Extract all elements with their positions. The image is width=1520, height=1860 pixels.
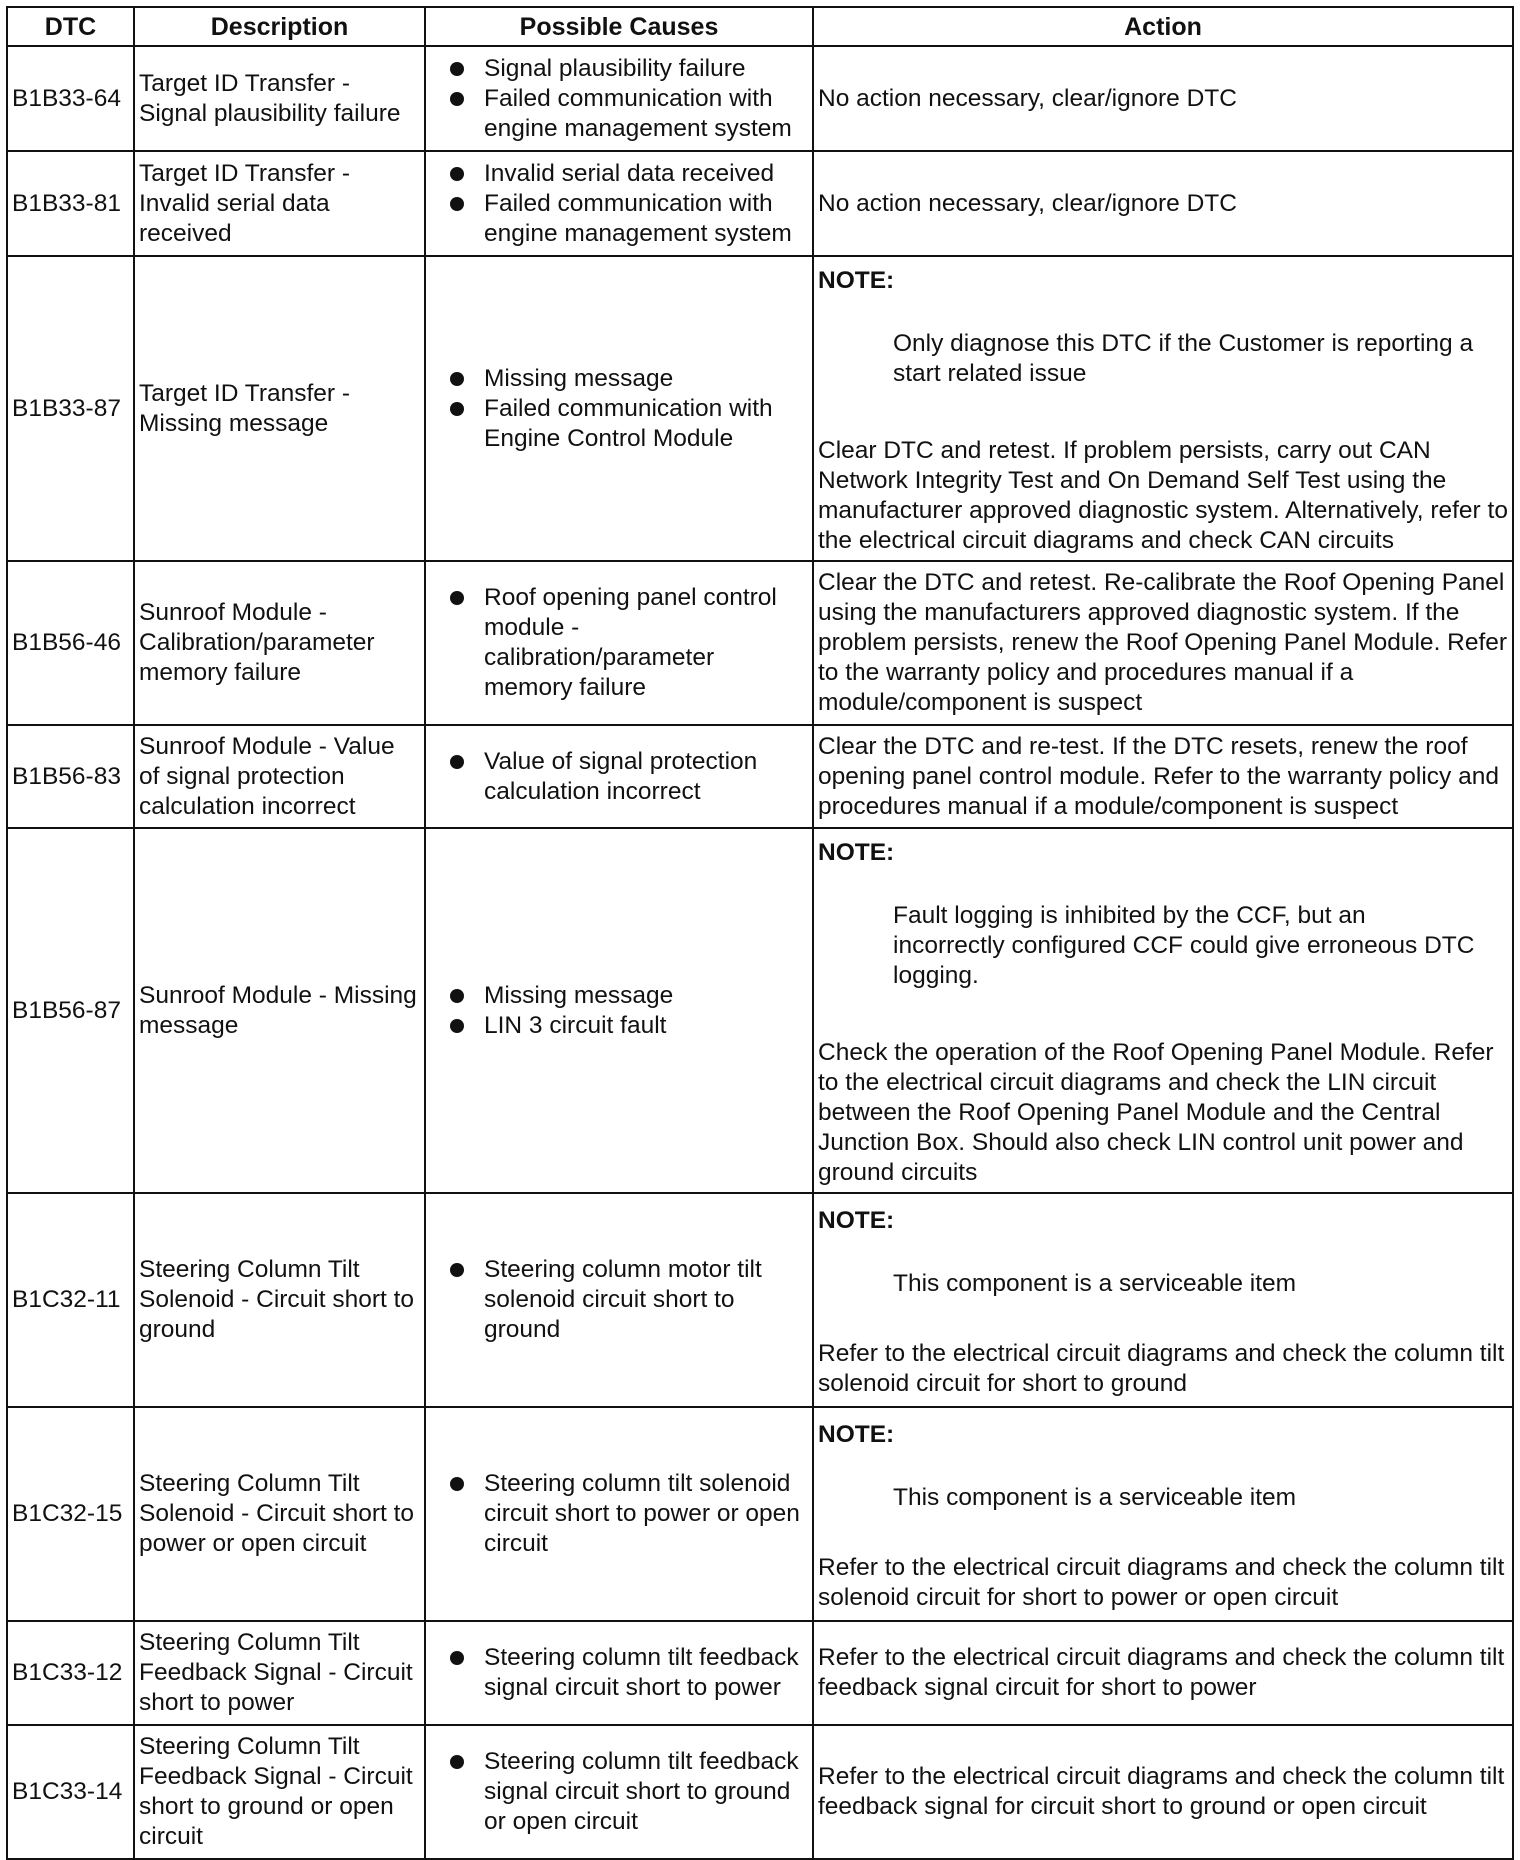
possible-causes bbox=[425, 1193, 813, 1407]
dtc-action: No action necessary, clear/ignore DTC bbox=[813, 46, 1513, 151]
dtc-description: Target ID Transfer - Invalid serial data received bbox=[134, 151, 425, 256]
dtc-action bbox=[813, 256, 1513, 561]
dtc-code: B1C33-14 bbox=[7, 1725, 134, 1859]
possible-causes bbox=[425, 1407, 813, 1621]
cause-item bbox=[450, 1469, 808, 1559]
table-row bbox=[7, 1621, 1513, 1725]
header-dtc: DTC bbox=[7, 7, 134, 46]
dtc-description: Sunroof Module - Value of signal protection calculation incorrect bbox=[134, 725, 425, 828]
possible-causes bbox=[425, 1621, 813, 1725]
table-row bbox=[7, 725, 1513, 828]
action-text: Clear DTC and retest. If problem persists, carry out CAN Network Integrity Test and On Demand Self Test using the manufacturer approved diagnostic system. Alternatively, refer to the electrical circuit diagrams and check CAN circuits bbox=[818, 436, 1508, 554]
cause-text: Missing message bbox=[484, 981, 674, 1009]
bullet-icon bbox=[450, 755, 464, 769]
bullet-icon bbox=[450, 1477, 464, 1491]
bullet-icon bbox=[450, 989, 464, 1003]
cause-text: Failed communication with engine management system bbox=[484, 189, 792, 247]
cause-text: Roof opening panel control module - calibration/parameter memory failure bbox=[484, 584, 777, 701]
dtc-description: Steering Column Tilt Solenoid - Circuit short to power or open circuit bbox=[134, 1407, 425, 1621]
dtc-action bbox=[813, 1193, 1513, 1407]
action-text: Refer to the electrical circuit diagrams and check the column tilt solenoid circuit for short to power or open circuit bbox=[818, 1553, 1505, 1611]
bullet-icon bbox=[450, 1651, 464, 1665]
bullet-icon bbox=[450, 1755, 464, 1769]
possible-causes bbox=[425, 561, 813, 725]
cause-text: Steering column tilt feedback signal circuit short to power bbox=[484, 1644, 799, 1701]
cause-item bbox=[450, 981, 808, 1011]
dtc-action bbox=[813, 1407, 1513, 1621]
possible-causes bbox=[425, 151, 813, 256]
cause-item bbox=[450, 364, 808, 394]
dtc-action: Clear the DTC and re-test. If the DTC resets, renew the roof opening panel control module. Refer to the warranty policy and procedures manual if a module/component is suspect bbox=[813, 725, 1513, 828]
note-label: NOTE: bbox=[818, 1206, 895, 1234]
dtc-code: B1B33-64 bbox=[7, 46, 134, 151]
action-text: Check the operation of the Roof Opening Panel Module. Refer to the electrical circuit diagrams and check the LIN circuit between the Roof Opening Panel Module and the Central Junction Box. Should also check LIN control unit power and ground circuits bbox=[818, 1038, 1494, 1186]
dtc-description: Sunroof Module - Missing message bbox=[134, 828, 425, 1193]
cause-text: Steering column tilt solenoid circuit short to power or open circuit bbox=[484, 1470, 800, 1557]
cause-text: Failed communication with Engine Control Module bbox=[484, 394, 773, 452]
cause-item bbox=[450, 84, 808, 144]
possible-causes bbox=[425, 725, 813, 828]
dtc-description: Target ID Transfer - Signal plausibility failure bbox=[134, 46, 425, 151]
cause-text: Value of signal protection calculation incorrect bbox=[484, 747, 758, 805]
dtc-action bbox=[813, 828, 1513, 1193]
table-row bbox=[7, 46, 1513, 151]
cause-text: Invalid serial data received bbox=[484, 159, 775, 187]
dtc-code: B1B56-46 bbox=[7, 561, 134, 725]
bullet-icon bbox=[450, 197, 464, 211]
action-text: Refer to the electrical circuit diagrams and check the column tilt solenoid circuit for short to ground bbox=[818, 1339, 1505, 1397]
table-row bbox=[7, 151, 1513, 256]
dtc-code: B1C32-15 bbox=[7, 1407, 134, 1621]
dtc-description: Steering Column Tilt Feedback Signal - Circuit short to ground or open circuit bbox=[134, 1725, 425, 1859]
table-header bbox=[7, 7, 1513, 46]
table-row bbox=[7, 1407, 1513, 1621]
cause-item bbox=[450, 54, 808, 84]
dtc-action: Refer to the electrical circuit diagrams and check the column tilt feedback signal for circuit short to ground or open circuit bbox=[813, 1725, 1513, 1859]
table-row bbox=[7, 561, 1513, 725]
dtc-code: B1C33-12 bbox=[7, 1621, 134, 1725]
cause-text: Missing message bbox=[484, 364, 674, 392]
dtc-description: Target ID Transfer - Missing message bbox=[134, 256, 425, 561]
cause-text: Failed communication with engine management system bbox=[484, 84, 792, 142]
table-body bbox=[7, 46, 1513, 1859]
note-text: This component is a serviceable item bbox=[893, 1269, 1297, 1297]
dtc-table bbox=[6, 6, 1514, 1860]
dtc-description: Steering Column Tilt Solenoid - Circuit short to ground bbox=[134, 1193, 425, 1407]
header-action: Action bbox=[813, 7, 1513, 46]
bullet-icon bbox=[450, 591, 464, 605]
note-text: Only diagnose this DTC if the Customer is reporting a start related issue bbox=[893, 329, 1474, 387]
table-row bbox=[7, 828, 1513, 1193]
possible-causes bbox=[425, 1725, 813, 1859]
table-row bbox=[7, 1725, 1513, 1859]
cause-item bbox=[450, 1643, 808, 1703]
cause-item bbox=[450, 394, 808, 454]
table-row bbox=[7, 256, 1513, 561]
note-text: This component is a serviceable item bbox=[893, 1483, 1297, 1511]
note-label: NOTE: bbox=[818, 838, 895, 866]
dtc-code: B1B33-81 bbox=[7, 151, 134, 256]
bullet-icon bbox=[450, 1263, 464, 1277]
bullet-icon bbox=[450, 167, 464, 181]
cause-item bbox=[450, 1011, 808, 1041]
table-row bbox=[7, 1193, 1513, 1407]
dtc-code: B1B56-87 bbox=[7, 828, 134, 1193]
header-description: Description bbox=[134, 7, 425, 46]
cause-text: Steering column motor tilt solenoid circuit short to ground bbox=[484, 1256, 762, 1343]
cause-item bbox=[450, 747, 808, 807]
bullet-icon bbox=[450, 92, 464, 106]
header-possible-causes: Possible Causes bbox=[425, 7, 813, 46]
dtc-action: No action necessary, clear/ignore DTC bbox=[813, 151, 1513, 256]
cause-item bbox=[450, 1747, 808, 1837]
dtc-code: B1B56-83 bbox=[7, 725, 134, 828]
possible-causes bbox=[425, 46, 813, 151]
dtc-action: Clear the DTC and retest. Re-calibrate the Roof Opening Panel using the manufacturers approved diagnostic system. If the problem persists, renew the Roof Opening Panel Module. Refer to the warranty policy and procedures manual if a module/component is suspect bbox=[813, 561, 1513, 725]
cause-item bbox=[450, 189, 808, 249]
note-label: NOTE: bbox=[818, 266, 895, 294]
bullet-icon bbox=[450, 372, 464, 386]
header-row bbox=[7, 7, 1513, 46]
dtc-code: B1C32-11 bbox=[7, 1193, 134, 1407]
dtc-description: Sunroof Module - Calibration/parameter memory failure bbox=[134, 561, 425, 725]
bullet-icon bbox=[450, 62, 464, 76]
possible-causes bbox=[425, 828, 813, 1193]
dtc-description: Steering Column Tilt Feedback Signal - Circuit short to power bbox=[134, 1621, 425, 1725]
cause-text: Steering column tilt feedback signal circuit short to ground or open circuit bbox=[484, 1748, 799, 1835]
cause-text: LIN 3 circuit fault bbox=[484, 1011, 667, 1039]
note-text: Fault logging is inhibited by the CCF, but an incorrectly configured CCF could give erroneous DTC logging. bbox=[893, 901, 1475, 989]
bullet-icon bbox=[450, 402, 464, 416]
cause-item bbox=[450, 159, 808, 189]
dtc-action: Refer to the electrical circuit diagrams and check the column tilt feedback signal circuit for short to power bbox=[813, 1621, 1513, 1725]
note-label: NOTE: bbox=[818, 1420, 895, 1448]
possible-causes bbox=[425, 256, 813, 561]
cause-item bbox=[450, 1255, 808, 1345]
cause-text: Signal plausibility failure bbox=[484, 54, 746, 82]
dtc-code: B1B33-87 bbox=[7, 256, 134, 561]
bullet-icon bbox=[450, 1019, 464, 1033]
cause-item bbox=[450, 583, 808, 703]
